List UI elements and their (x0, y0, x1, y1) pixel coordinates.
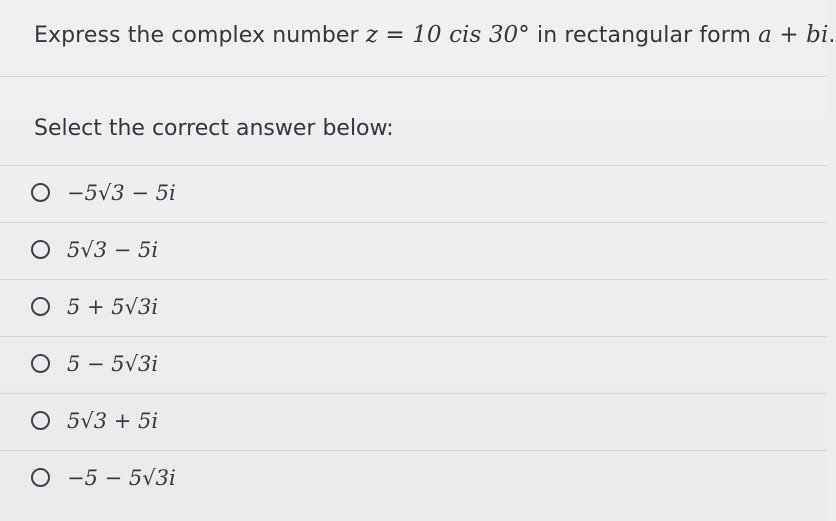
question-prefix: Express the complex number (34, 23, 366, 48)
answer-prompt: Select the correct answer below: (34, 116, 394, 141)
answer-option-label: 5√3 − 5i (67, 238, 159, 262)
radio-button[interactable] (31, 297, 50, 316)
answer-option-label: −5√3 − 5i (67, 181, 176, 205)
answer-option-6[interactable] (0, 450, 827, 507)
answer-option-label: 5 + 5√3i (67, 295, 159, 319)
radio-button[interactable] (31, 354, 50, 373)
answer-option-5[interactable] (0, 393, 827, 450)
answer-option-label: 5√3 + 5i (67, 409, 159, 433)
radio-button[interactable] (31, 183, 50, 202)
divider (0, 76, 827, 77)
radio-button[interactable] (31, 411, 50, 430)
answer-options (0, 165, 827, 521)
answer-option-label: −5 − 5√3i (67, 466, 176, 490)
answer-option-2[interactable] (0, 222, 827, 279)
answer-option-1[interactable] (0, 165, 827, 222)
answer-option-3[interactable] (0, 279, 827, 336)
question-suffix: . (828, 23, 836, 48)
radio-button[interactable] (31, 240, 50, 259)
radio-button[interactable] (31, 468, 50, 487)
question-text (34, 20, 836, 51)
question-middle: in rectangular form (529, 23, 759, 48)
answer-option-4[interactable] (0, 336, 827, 393)
answer-option-label: 5 − 5√3i (67, 352, 159, 376)
complex-number-expression: z = 10 cis 30° (365, 22, 530, 48)
rectangular-form-expression: a + bi (758, 22, 829, 48)
